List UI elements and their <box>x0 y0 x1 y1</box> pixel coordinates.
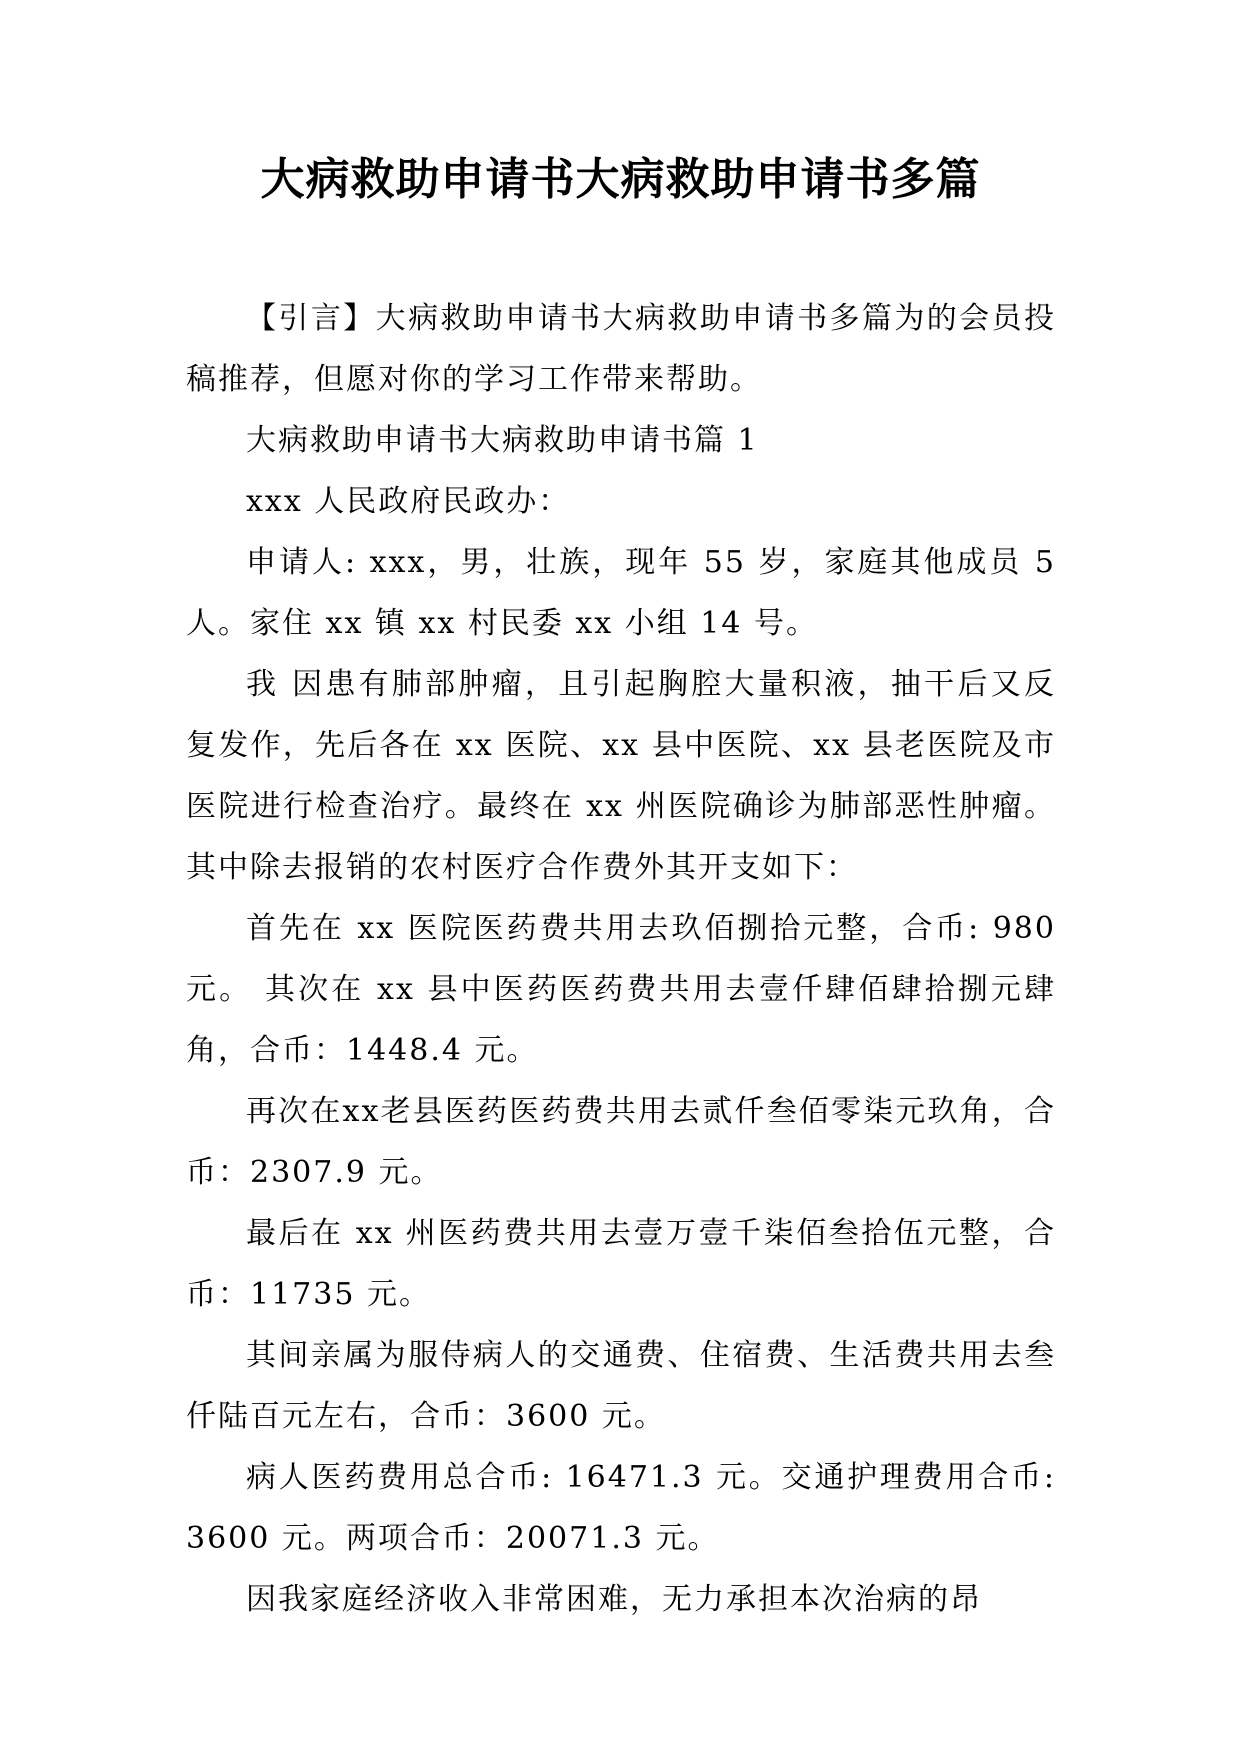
paragraph-addressee: xxx 人民政府民政办： <box>246 484 571 519</box>
paragraph-medical-history: 我 因患有肺部肿瘤，且引起胸腔大量积液，抽干后又反复发作，先后各在 xx 医院、xx 县中医院、xx 县老医院及市医院进行检查治疗。最终在 xx 州医院确诊为肺部恶性肿瘤。其中除去报销的农村医疗合作费外其开支如下： <box>186 667 1056 885</box>
paragraph-expense-first: 首先在 xx 医院医药费共用去玖佰捌拾元整，合币: 980 元。 其次在 xx 县中医药医药费共用去壹仟肆佰肆拾捌元肆角，合币：1448.4 元。 <box>186 911 1056 1068</box>
document-body <box>186 288 1056 1630</box>
paragraph-introduction: 【引言】大病救助申请书大病救助申请书多篇为的会员投稿推荐，但愿对你的学习工作带来帮助。 <box>186 301 1056 397</box>
paragraph-hardship: 因我家庭经济收入非常困难，无力承担本次治病的昂 <box>246 1582 982 1617</box>
paragraph-section-heading: 大病救助申请书大病救助申请书篇 1 <box>246 423 759 458</box>
paragraph-expense-final: 最后在 xx 州医药费共用去壹万壹千柒佰叁拾伍元整，合币：11735 元。 <box>186 1216 1056 1312</box>
paragraph-expense-family: 其间亲属为服侍病人的交通费、住宿费、生活费共用去叁仟陆百元左右，合币：3600 元。 <box>186 1338 1056 1434</box>
document-title: 大病救助申请书大病救助申请书多篇 <box>260 154 981 205</box>
paragraph-applicant-info: 申请人: xxx，男，壮族，现年 55 岁，家庭其他成员 5 人。家住 xx 镇 xx 村民委 xx 小组 14 号。 <box>186 545 1056 641</box>
paragraph-expense-second: 再次在xx老县医药医药费共用去贰仟叁佰零柒元玖角，合币：2307.9 元。 <box>186 1094 1056 1190</box>
paragraph-expense-total: 病人医药费用总合币: 16471.3 元。交通护理费用合币: 3600 元。两项合币：20071.3 元。 <box>186 1460 1056 1556</box>
